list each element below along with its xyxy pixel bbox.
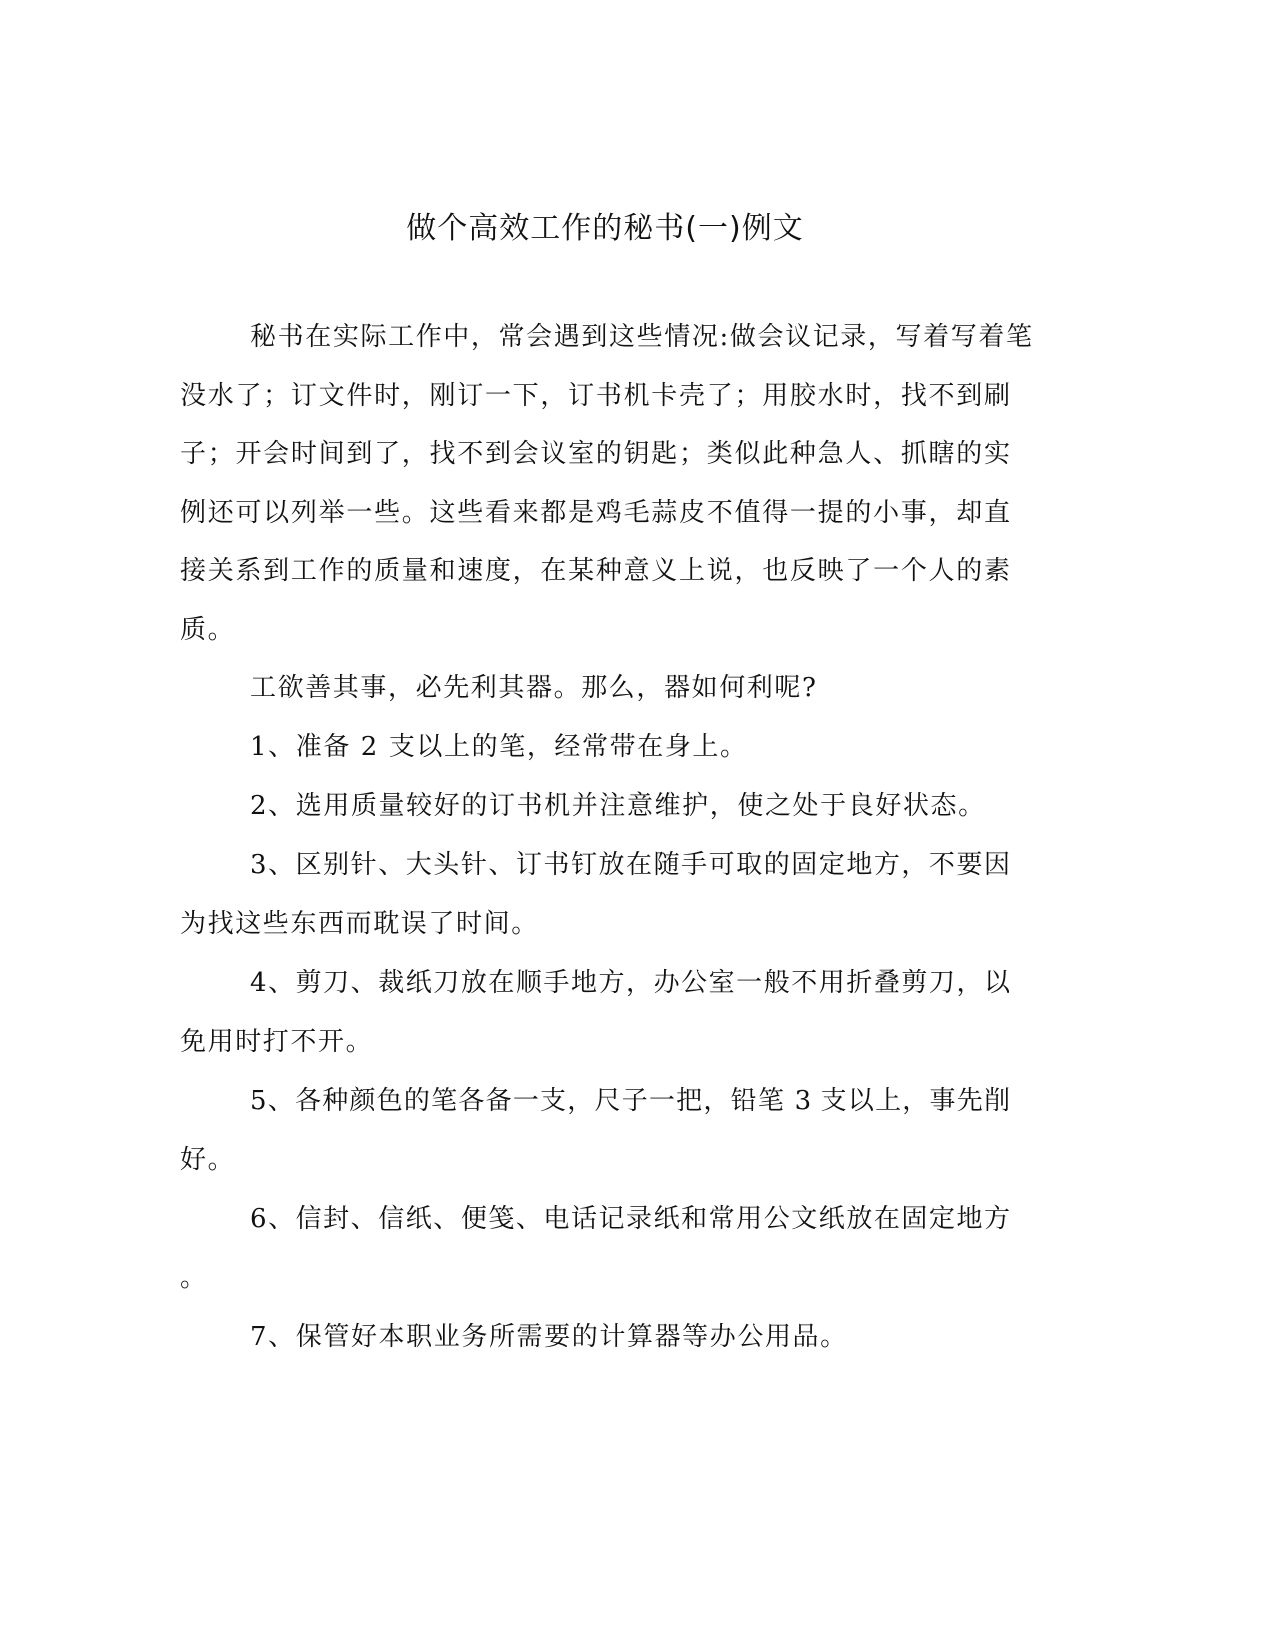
list-item-4-cont: 免用时打不开。 [180,1027,374,1057]
list-item-5: 5、各种颜色的笔各备一支，尺子一把，铅笔 3 支以上，事先削 [250,1086,1010,1116]
list-item-4: 4、剪刀、裁纸刀放在顺手地方，办公室一般不用折叠剪刀，以 [250,968,1010,998]
document-title: 做个高效工作的秘书(一)例文 [406,211,804,246]
list-item-3: 3、区别针、大头针、订书钉放在随手可取的固定地方，不要因 [250,850,1010,880]
body-line: 秘书在实际工作中，常会遇到这些情况:做会议记录，写着写着笔 [250,322,1032,352]
list-item-5-cont: 好。 [180,1145,236,1175]
list-item-6: 6、信封、信纸、便笺、电话记录纸和常用公文纸放在固定地方 [250,1204,1010,1234]
body-line: 没水了；订文件时，刚订一下，订书机卡壳了；用胶水时，找不到刷 [180,381,1010,411]
body-line: 质。 [180,615,236,645]
body-line: 子；开会时间到了，找不到会议室的钥匙；类似此种急人、抓瞎的实 [180,439,1010,469]
list-item-3-cont: 为找这些东西而耽误了时间。 [180,909,539,939]
body-line: 接关系到工作的质量和速度，在某种意义上说，也反映了一个人的素 [180,556,1010,586]
list-item-1: 1、准备 2 支以上的笔，经常带在身上。 [250,732,748,762]
list-item-7: 7、保管好本职业务所需要的计算器等办公用品。 [250,1322,848,1352]
body-line: 例还可以列举一些。这些看来都是鸡毛蒜皮不值得一提的小事，却直 [180,498,1010,528]
list-item-2: 2、选用质量较好的订书机并注意维护，使之处于良好状态。 [250,791,986,821]
body-line: 工欲善其事，必先利其器。那么，器如何利呢? [250,673,818,703]
list-item-6-cont: 。 [180,1263,208,1293]
